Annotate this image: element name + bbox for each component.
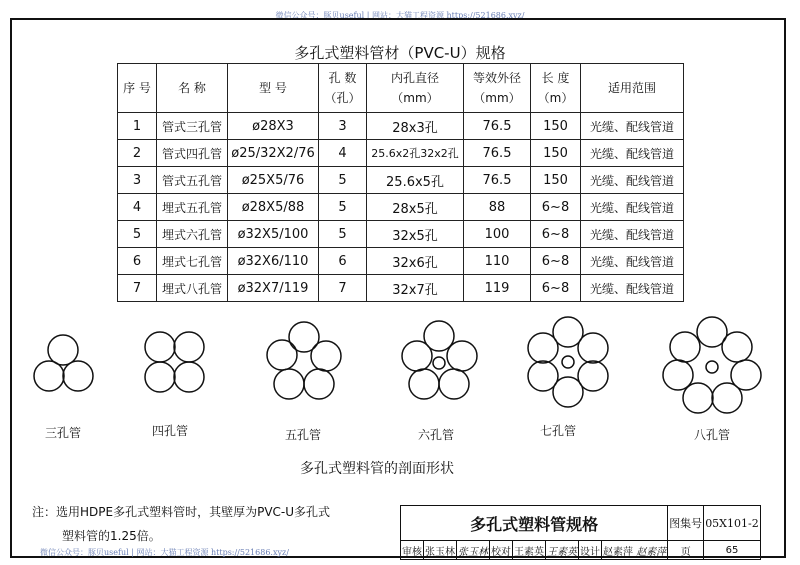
table-cell: 6~8: [531, 221, 581, 248]
hole-circle: [439, 369, 469, 399]
watermark-top: 微信公众号：豚贝useful | 网站：大猫工程资源 https://521686.xyz/: [275, 11, 525, 20]
diagram-4-hole: [145, 332, 204, 392]
table-cell: 光缆、配线管道: [581, 275, 684, 302]
column-header-line: 适用范围: [607, 81, 656, 95]
note-line-2: 塑料管的1.25倍。: [62, 529, 161, 543]
table-cell: 6~8: [531, 248, 581, 275]
table-cell: 76.5: [464, 167, 531, 194]
table-cell: 6~8: [531, 275, 581, 302]
diagram-5-hole: [267, 322, 341, 399]
table-cell: 6: [118, 248, 157, 275]
diagram-3-hole: [34, 335, 93, 391]
watermark-bottom: 微信公众号：豚贝useful | 网站：大猫工程资源 https://521686.xyz/: [40, 548, 289, 557]
hole-circle: [267, 340, 297, 370]
page-label: 页: [668, 541, 704, 560]
note-line-1: 注：选用HDPE多孔式塑料管时，其壁厚为PVC-U多孔式: [32, 505, 331, 519]
table-cell: 光缆、配线管道: [581, 140, 684, 167]
table-cell: 5: [319, 221, 367, 248]
hole-circle: [706, 361, 718, 373]
diagram-label: 七孔管: [539, 424, 577, 438]
hole-circle: [722, 332, 752, 362]
column-header-line: 序 号: [123, 81, 151, 95]
table-cell: 7: [319, 275, 367, 302]
checker-signature: 王素英: [546, 541, 579, 560]
hole-circle: [409, 369, 439, 399]
column-header-line: 孔 数: [328, 71, 357, 85]
table-cell: 4: [118, 194, 157, 221]
hole-circle: [712, 383, 742, 413]
column-header-line: 名 称: [178, 81, 206, 95]
table-cell: 埋式七孔管: [157, 248, 228, 275]
table-cell: 5: [319, 194, 367, 221]
hole-circle: [433, 357, 445, 369]
hole-circle: [34, 361, 64, 391]
drawing-title: 多孔式塑料管规格: [401, 506, 668, 541]
table-cell: 88: [464, 194, 531, 221]
table-cell: ø32X5/100: [228, 221, 319, 248]
table-cell: 32x7孔: [367, 275, 464, 302]
column-header-line: （m）: [537, 91, 574, 105]
column-header-line: （mm）: [473, 91, 521, 105]
table-cell: ø28X3: [228, 113, 319, 140]
table-cell: 管式三孔管: [157, 113, 228, 140]
table-cell: 5: [319, 167, 367, 194]
table-cell: 3: [319, 113, 367, 140]
column-header-line: 等效外径: [472, 71, 521, 85]
table-cell: 32x6孔: [367, 248, 464, 275]
table-cell: 28x5孔: [367, 194, 464, 221]
table-cell: 5: [118, 221, 157, 248]
hole-circle: [145, 332, 175, 362]
diagram-label: 三孔管: [44, 426, 82, 440]
checker-name: 王素英: [513, 541, 546, 560]
hole-circle: [304, 369, 334, 399]
atlas-number: 05X101-2: [704, 506, 761, 541]
hole-circle: [174, 362, 204, 392]
atlas-label: 图集号: [668, 506, 704, 541]
table-cell: 埋式六孔管: [157, 221, 228, 248]
column-header-line: （mm）: [391, 91, 439, 105]
diagram-7-hole: [528, 317, 608, 407]
table-cell: 7: [118, 275, 157, 302]
table-cell: ø32X6/110: [228, 248, 319, 275]
table-cell: 110: [464, 248, 531, 275]
table-cell: 25.6x5孔: [367, 167, 464, 194]
table-cell: 6~8: [531, 194, 581, 221]
designer-name-text: 赵素萍: [603, 546, 633, 558]
table-cell: 管式五孔管: [157, 167, 228, 194]
table-cell: 2: [118, 140, 157, 167]
review-label: 审核: [401, 541, 424, 560]
diagram-label: 八孔管: [693, 428, 731, 442]
hole-circle: [553, 377, 583, 407]
diagram-6-hole: [402, 321, 477, 399]
table-cell: 埋式五孔管: [157, 194, 228, 221]
diagram-label: 四孔管: [151, 424, 189, 438]
table-cell: 1: [118, 113, 157, 140]
table-cell: 150: [531, 167, 581, 194]
column-header-line: 型 号: [259, 81, 287, 95]
hole-circle: [447, 341, 477, 371]
reviewer-signature: 张玉林: [457, 541, 490, 560]
hole-circle: [683, 383, 713, 413]
table-cell: 光缆、配线管道: [581, 221, 684, 248]
designer-name: [602, 541, 668, 560]
column-header-line: （孔）: [324, 91, 361, 105]
diagram-8-hole: [663, 317, 761, 413]
table-cell: 光缆、配线管道: [581, 113, 684, 140]
table-cell: 100: [464, 221, 531, 248]
column-header-line: 长 度: [541, 71, 570, 85]
hole-circle: [402, 341, 432, 371]
table-cell: 28x3孔: [367, 113, 464, 140]
table-cell: 150: [531, 140, 581, 167]
diagram-label: 六孔管: [417, 428, 455, 442]
hole-circle: [274, 369, 304, 399]
designer-signature: 赵素萍: [636, 546, 667, 558]
hole-circle: [63, 361, 93, 391]
hole-circle: [174, 332, 204, 362]
table-cell: 25.6x2孔32x2孔: [367, 140, 464, 167]
table-cell: 光缆、配线管道: [581, 167, 684, 194]
hole-circle: [578, 333, 608, 363]
table-cell: 6: [319, 248, 367, 275]
table-cell: 32x5孔: [367, 221, 464, 248]
table-cell: 埋式八孔管: [157, 275, 228, 302]
diagram-caption: 多孔式塑料管的剖面形状: [300, 461, 454, 477]
table-cell: 150: [531, 113, 581, 140]
title-block: [400, 505, 761, 560]
table-cell: 76.5: [464, 113, 531, 140]
table-cell: ø28X5/88: [228, 194, 319, 221]
hole-circle: [48, 335, 78, 365]
table-cell: 76.5: [464, 140, 531, 167]
hole-circle: [670, 332, 700, 362]
table-cell: ø25X5/76: [228, 167, 319, 194]
table-cell: ø32X7/119: [228, 275, 319, 302]
hole-circle: [311, 341, 341, 371]
design-label: 设计: [579, 541, 602, 560]
table-cell: 4: [319, 140, 367, 167]
hole-circle: [528, 333, 558, 363]
diagram-label: 五孔管: [284, 428, 322, 442]
column-header-line: 内孔直径: [390, 71, 439, 85]
table-title: 多孔式塑料管材（PVC-U）规格: [294, 44, 506, 62]
hole-circle: [145, 362, 175, 392]
reviewer-name: 张玉林: [424, 541, 457, 560]
table-cell: 119: [464, 275, 531, 302]
table-cell: ø25/32X2/76: [228, 140, 319, 167]
table-cell: 光缆、配线管道: [581, 248, 684, 275]
page-number: 65: [704, 541, 761, 560]
table-cell: 3: [118, 167, 157, 194]
hole-circle: [562, 356, 574, 368]
table-cell: 光缆、配线管道: [581, 194, 684, 221]
check-label: 校对: [490, 541, 513, 560]
table-cell: 管式四孔管: [157, 140, 228, 167]
